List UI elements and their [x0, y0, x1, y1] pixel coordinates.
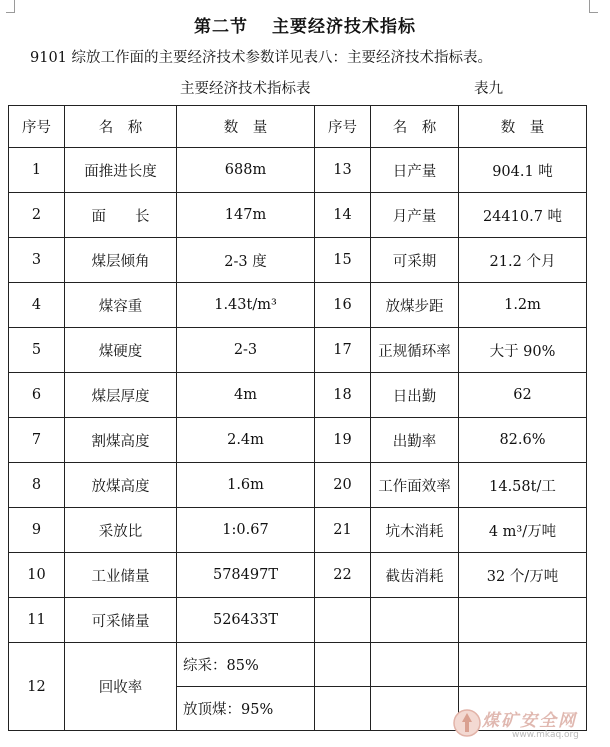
- table-number: 表九: [474, 81, 503, 97]
- cell-qty: 526433T: [177, 598, 315, 643]
- cell-qty-2: 21.2 个月: [459, 238, 587, 283]
- cell-seq: 8: [9, 463, 65, 508]
- cell-seq-2: 14: [315, 193, 371, 238]
- cell-empty: [459, 643, 587, 687]
- cell-empty: [315, 598, 371, 643]
- table-row: [9, 373, 587, 418]
- cell-qty: 1.43t/m³: [177, 283, 315, 328]
- cell-seq: 10: [9, 553, 65, 598]
- header-name-2: 名 称: [371, 106, 459, 148]
- cell-seq: 2: [9, 193, 65, 238]
- table-row: [9, 238, 587, 283]
- table-row: [9, 553, 587, 598]
- cell-qty-2: 大于 90%: [459, 328, 587, 373]
- table-row: [9, 328, 587, 373]
- table-row-11: [9, 598, 587, 643]
- table-header-row: [9, 106, 587, 148]
- cell-seq-2: 17: [315, 328, 371, 373]
- section-number: 第二节: [194, 17, 248, 37]
- intro-paragraph: 9101 综放工作面的主要经济技术参数详见表八：主要经济技术指标表。: [30, 50, 493, 66]
- cell-name: 煤硬度: [65, 328, 177, 373]
- cell-seq: 6: [9, 373, 65, 418]
- cell-seq-2: 18: [315, 373, 371, 418]
- cell-name-2: 可采期: [371, 238, 459, 283]
- cell-empty: [371, 598, 459, 643]
- cell-name-2: 放煤步距: [371, 283, 459, 328]
- cell-qty-mechanized: 综采：85%: [177, 643, 315, 687]
- cell-seq-2: 21: [315, 508, 371, 553]
- cell-qty-2: 82.6%: [459, 418, 587, 463]
- header-seq-2: 序号: [315, 106, 371, 148]
- header-qty: 数 量: [177, 106, 315, 148]
- cell-name-2: 月产量: [371, 193, 459, 238]
- cell-empty: [315, 687, 371, 731]
- table-body: [9, 148, 587, 598]
- cell-name: 面 长: [65, 193, 177, 238]
- cell-seq-2: 19: [315, 418, 371, 463]
- watermark: [452, 704, 602, 744]
- cell-name-2: 正规循环率: [371, 328, 459, 373]
- header-qty-2: 数 量: [459, 106, 587, 148]
- cell-name: 割煤高度: [65, 418, 177, 463]
- cell-qty: 688m: [177, 148, 315, 193]
- cell-seq-2: 15: [315, 238, 371, 283]
- cell-qty: 2-3: [177, 328, 315, 373]
- cell-seq: 3: [9, 238, 65, 283]
- watermark-url: www.mkaq.org: [512, 730, 579, 740]
- cell-qty-2: 32 个/万吨: [459, 553, 587, 598]
- cell-qty: 147m: [177, 193, 315, 238]
- cell-empty: [371, 687, 459, 731]
- cell-name: 采放比: [65, 508, 177, 553]
- cell-name: 煤容重: [65, 283, 177, 328]
- header-name: 名 称: [65, 106, 177, 148]
- cell-empty: [371, 643, 459, 687]
- header-seq: 序号: [9, 106, 65, 148]
- cell-empty: [459, 598, 587, 643]
- cell-seq: 9: [9, 508, 65, 553]
- table-row: [9, 508, 587, 553]
- watermark-logo-icon: [452, 708, 482, 738]
- cell-name-2: 工作面效率: [371, 463, 459, 508]
- table-row: [9, 418, 587, 463]
- cell-seq: 1: [9, 148, 65, 193]
- cell-qty-2: 1.2m: [459, 283, 587, 328]
- cell-seq-2: 13: [315, 148, 371, 193]
- cell-name: 煤层厚度: [65, 373, 177, 418]
- cell-qty-2: 24410.7 吨: [459, 193, 587, 238]
- cell-qty: 578497T: [177, 553, 315, 598]
- indicators-table: [8, 105, 587, 731]
- cell-qty-top-coal: 放顶煤：95%: [177, 687, 315, 731]
- cell-name: 回收率: [65, 643, 177, 731]
- table-caption: 主要经济技术指标表: [180, 81, 311, 97]
- cell-qty-2: 62: [459, 373, 587, 418]
- table-row: [9, 148, 587, 193]
- cell-seq-2: 22: [315, 553, 371, 598]
- cell-qty: 4m: [177, 373, 315, 418]
- cell-qty: 1.6m: [177, 463, 315, 508]
- cell-empty: [315, 643, 371, 687]
- section-title: 主要经济技术指标: [272, 17, 416, 37]
- cell-seq: 11: [9, 598, 65, 643]
- table-row: [9, 193, 587, 238]
- cell-name-2: 截齿消耗: [371, 553, 459, 598]
- cell-qty-2: 4 m³/万吨: [459, 508, 587, 553]
- cell-seq: 12: [9, 643, 65, 731]
- cell-name-2: 日产量: [371, 148, 459, 193]
- cell-qty: 2-3 度: [177, 238, 315, 283]
- cell-qty-2: 14.58t/工: [459, 463, 587, 508]
- cell-seq: 5: [9, 328, 65, 373]
- cell-qty-2: 904.1 吨: [459, 148, 587, 193]
- table-row: [9, 283, 587, 328]
- cell-name: 可采储量: [65, 598, 177, 643]
- watermark-text: 煤矿安全网: [482, 711, 577, 731]
- table-row-12a: [9, 643, 587, 687]
- cell-name-2: 日出勤: [371, 373, 459, 418]
- cell-name: 煤层倾角: [65, 238, 177, 283]
- cell-name: 工业储量: [65, 553, 177, 598]
- cell-qty: 2.4m: [177, 418, 315, 463]
- table-row: [9, 463, 587, 508]
- cell-name: 面推进长度: [65, 148, 177, 193]
- cell-seq: 4: [9, 283, 65, 328]
- cell-name-2: 坑木消耗: [371, 508, 459, 553]
- cell-seq-2: 16: [315, 283, 371, 328]
- cell-seq: 7: [9, 418, 65, 463]
- cell-name: 放煤高度: [65, 463, 177, 508]
- cell-qty: 1:0.67: [177, 508, 315, 553]
- section-heading: [0, 12, 610, 37]
- cell-name-2: 出勤率: [371, 418, 459, 463]
- cell-seq-2: 20: [315, 463, 371, 508]
